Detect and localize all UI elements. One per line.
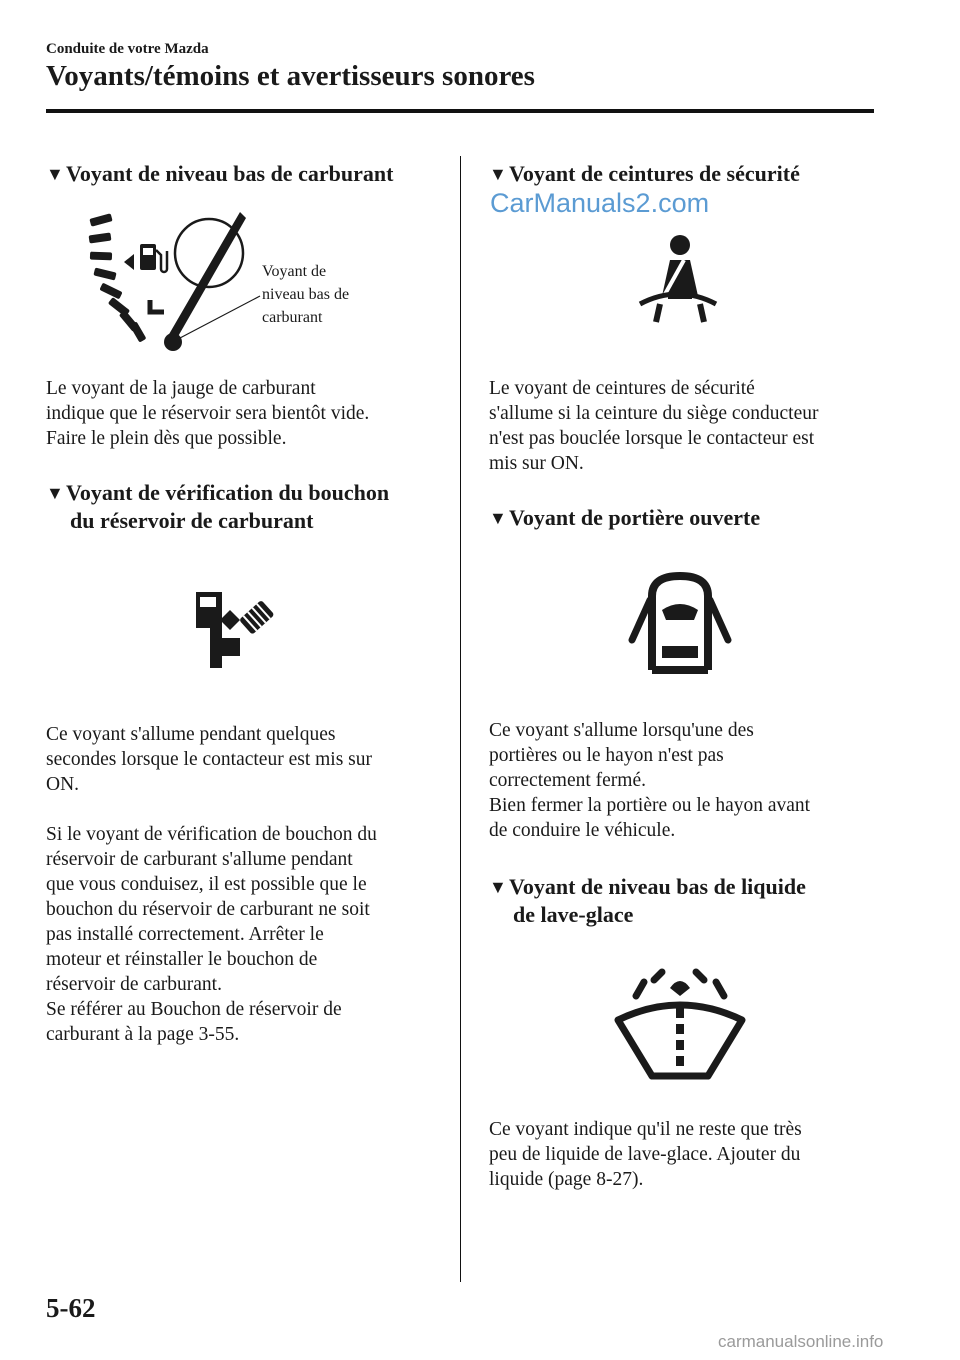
heading-text: Voyant de vérification du bouchon: [66, 480, 390, 505]
footer-url: carmanualsonline.info: [718, 1332, 884, 1351]
fuel-cap-icon: [194, 588, 282, 668]
triangle-bullet-icon: ▼: [489, 877, 507, 897]
text-line: n'est pas bouclée lorsque le contacteur est: [489, 428, 815, 449]
text-line: indique que le réservoir sera bientôt vide.: [46, 403, 370, 424]
text-line: portières ou le hayon n'est pas: [489, 745, 724, 766]
callout-line: niveau bas de: [262, 286, 350, 303]
text-line: pas installé correctement. Arrêter le: [46, 924, 324, 945]
header-rule: [46, 109, 874, 113]
fuel-low-callout: [262, 260, 349, 329]
seatbelt-icon: [636, 234, 720, 326]
triangle-bullet-icon: ▼: [46, 164, 64, 184]
column-divider: [460, 156, 461, 1282]
page-number: 5-62: [46, 1293, 96, 1323]
page-title: Voyants/témoins et avertisseurs sonores: [46, 60, 535, 92]
text-line: mis sur ON.: [489, 453, 584, 474]
text-line: Se référer au Bouchon de réservoir de: [46, 999, 342, 1020]
text-line: Faire le plein dès que possible.: [46, 428, 287, 449]
triangle-bullet-icon: ▼: [489, 508, 507, 528]
fuel-cap-paragraph-2: [46, 822, 377, 1047]
text-line: Si le voyant de vérification de bouchon du: [46, 824, 377, 845]
text-line: réservoir de carburant.: [46, 974, 222, 995]
washer-fluid-icon: [610, 966, 750, 1084]
callout-line: Voyant de: [262, 263, 327, 280]
seatbelt-description: [489, 376, 818, 476]
text-line: ON.: [46, 774, 80, 795]
section-heading-fuel-low: [46, 160, 393, 188]
text-line: carburant à la page 3-55.: [46, 1024, 240, 1045]
heading-text: Voyant de ceintures de sécurité: [509, 161, 800, 186]
section-heading-washer: [489, 873, 806, 928]
text-line: réservoir de carburant s'allume pendant: [46, 849, 353, 870]
triangle-bullet-icon: ▼: [489, 164, 507, 184]
text-line: de conduire le véhicule.: [489, 820, 676, 841]
fuel-cap-paragraph-1: [46, 722, 372, 797]
triangle-bullet-icon: ▼: [46, 483, 64, 503]
text-line: Le voyant de la jauge de carburant: [46, 378, 316, 399]
text-line: peu de liquide de lave-glace. Ajouter du: [489, 1144, 801, 1165]
text-line: Le voyant de ceintures de sécurité: [489, 378, 755, 399]
text-line: Ce voyant indique qu'il ne reste que très: [489, 1119, 802, 1140]
text-line: moteur et réinstaller le bouchon de: [46, 949, 318, 970]
text-line: correctement fermé.: [489, 770, 646, 791]
watermark-logo: CarManuals2.com: [490, 188, 710, 218]
door-open-icon: [628, 570, 732, 676]
heading-text: Voyant de portière ouverte: [509, 505, 761, 530]
heading-text: Voyant de niveau bas de liquide: [509, 874, 806, 899]
door-open-description: [489, 718, 810, 843]
section-heading-seatbelt: [489, 160, 800, 188]
text-line: secondes lorsque le contacteur est mis sur: [46, 749, 372, 770]
callout-line: carburant: [262, 309, 323, 326]
fuel-gauge-icon: [80, 204, 280, 360]
text-line: liquide (page 8-27).: [489, 1169, 644, 1190]
text-line: Bien fermer la portière ou le hayon avant: [489, 795, 811, 816]
chapter-title: Conduite de votre Mazda: [46, 41, 209, 57]
fuel-low-description: [46, 376, 369, 451]
heading-text: de lave-glace: [513, 902, 634, 927]
washer-description: [489, 1117, 802, 1192]
text-line: bouchon du réservoir de carburant ne soit: [46, 899, 370, 920]
heading-text: Voyant de niveau bas de carburant: [66, 161, 394, 186]
text-line: s'allume si la ceinture du siège conducteur: [489, 403, 819, 424]
text-line: Ce voyant s'allume pendant quelques: [46, 724, 336, 745]
text-line: que vous conduisez, il est possible que le: [46, 874, 367, 895]
section-heading-fuel-cap: [46, 479, 389, 534]
section-heading-door-open: [489, 504, 760, 532]
heading-text: du réservoir de carburant: [70, 508, 314, 533]
text-line: Ce voyant s'allume lorsqu'une des: [489, 720, 754, 741]
